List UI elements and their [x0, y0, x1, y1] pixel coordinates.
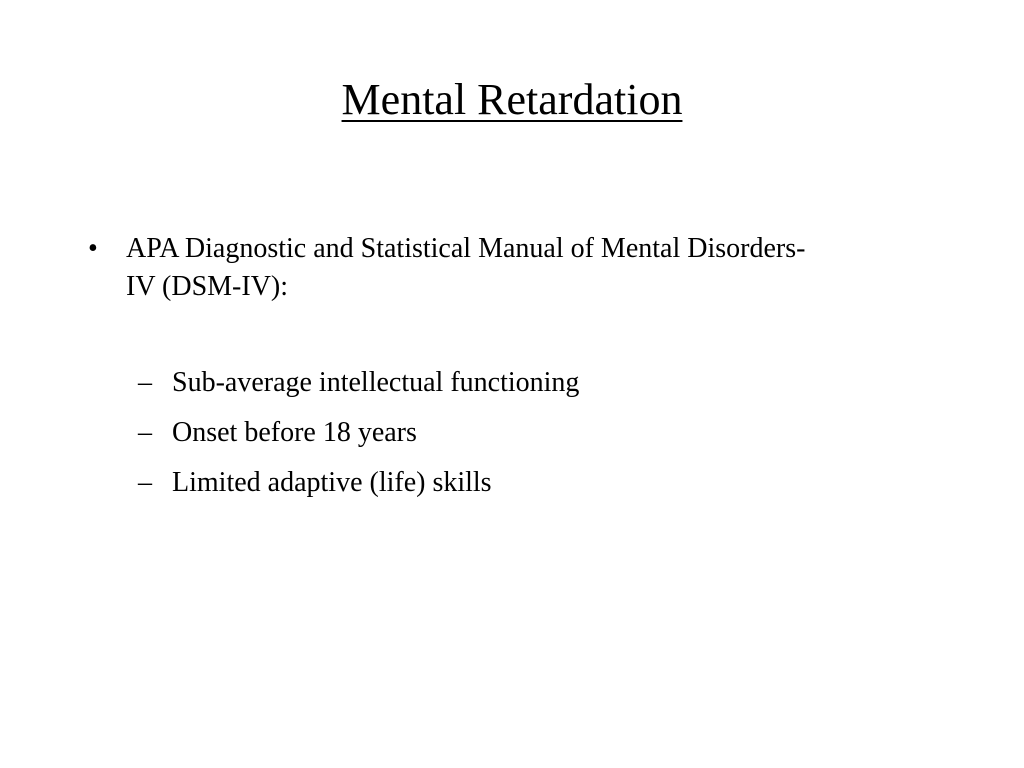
sub-bullet-item	[138, 358, 948, 408]
sub-bullet-text: Limited adaptive (life) skills	[172, 467, 492, 498]
bullet-text: APA Diagnostic and Statistical Manual of Mental Disorders-IV (DSM-IV):	[126, 233, 806, 302]
sub-bullet-marker: –	[138, 417, 152, 448]
slide-body	[88, 230, 948, 508]
sub-bullet-text: Onset before 18 years	[172, 417, 417, 448]
slide-title: Mental Retardation	[341, 75, 683, 124]
sub-bullet-marker: –	[138, 467, 152, 498]
sub-bullet-marker: –	[138, 367, 152, 398]
sub-bullet-item	[138, 458, 948, 508]
sub-bullet-item	[138, 408, 948, 458]
bullet-marker: •	[88, 233, 98, 264]
sub-bullet-list	[88, 358, 948, 508]
sub-bullet-text: Sub-average intellectual functioning	[172, 367, 580, 398]
bullet-item	[88, 230, 948, 306]
